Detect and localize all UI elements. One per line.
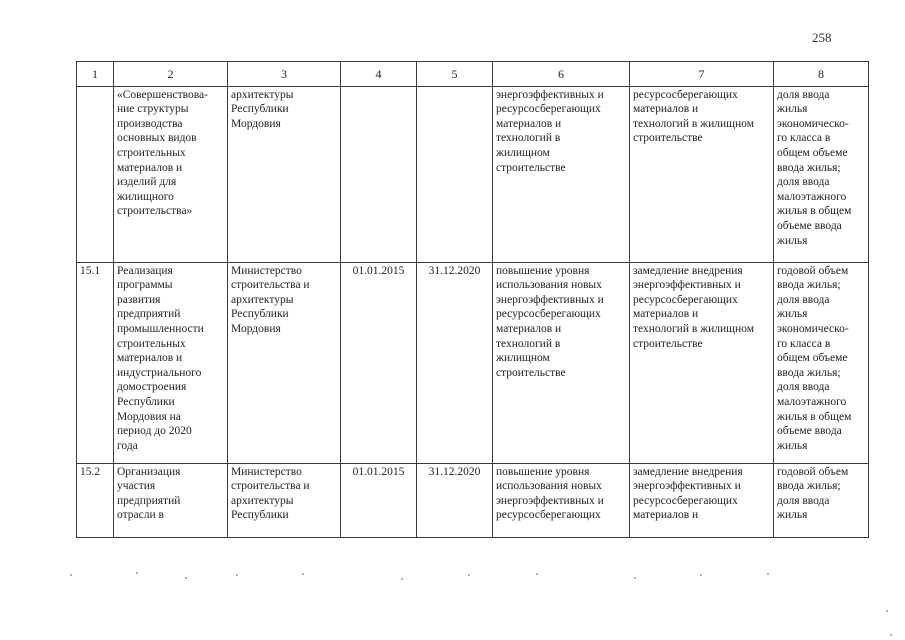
activity-name: Реализация программы развития предприятий промышленности строительных материалов и индустриального домостроения Республики Мордовия на период до 2020 года	[114, 262, 228, 463]
consequence: ресурсосберегающих материалов и технологий в жилищном строительстве	[630, 86, 774, 262]
start-date	[341, 86, 417, 262]
activities-table	[76, 61, 869, 538]
header-col-3: 3	[228, 62, 341, 87]
indicator: годовой объем ввода жилья; доля ввода жилья	[774, 463, 869, 537]
consequence: замедление внедрения энергоэффективных и ресурсосберегающих материалов и	[630, 463, 774, 537]
page-number: 258	[812, 30, 832, 45]
header-col-5: 5	[417, 62, 493, 87]
row-number	[77, 86, 114, 262]
table-row	[77, 262, 869, 463]
header-col-4: 4	[341, 62, 417, 87]
consequence: замедление внедрения энергоэффективных и ресурсосберегающих материалов и технологий в жилищном строительстве	[630, 262, 774, 463]
row-number: 15.2	[77, 463, 114, 537]
executor: архитектуры Республики Мордовия	[228, 86, 341, 262]
expected-result: повышение уровня использования новых энергоэффективных и ресурсосберегающих	[493, 463, 630, 537]
table-row	[77, 463, 869, 537]
row-number: 15.1	[77, 262, 114, 463]
header-col-1: 1	[77, 62, 114, 87]
indicator: доля ввода жилья экономическо- го класса в общем объеме ввода жилья; доля ввода малоэтажного жилья в общем объеме ввода жилья	[774, 86, 869, 262]
indicator: годовой объем ввода жилья; доля ввода жилья экономическо- го класса в общем объеме ввода жилья; доля ввода малоэтажного жилья в общем объеме ввода жилья	[774, 262, 869, 463]
expected-result: энергоэффективных и ресурсосберегающих материалов и технологий в жилищном строительстве	[493, 86, 630, 262]
header-col-6: 6	[493, 62, 630, 87]
header-row	[77, 62, 869, 87]
table-row	[77, 86, 869, 262]
end-date: 31.12.2020	[417, 463, 493, 537]
activity-name: Организация участия предприятий отрасли в	[114, 463, 228, 537]
start-date: 01.01.2015	[341, 262, 417, 463]
end-date: 31.12.2020	[417, 262, 493, 463]
header-col-7: 7	[630, 62, 774, 87]
executor: Министерство строительства и архитектуры Республики	[228, 463, 341, 537]
executor: Министерство строительства и архитектуры Республики Мордовия	[228, 262, 341, 463]
header-col-2: 2	[114, 62, 228, 87]
end-date	[417, 86, 493, 262]
expected-result: повышение уровня использования новых энергоэффективных и ресурсосберегающих материалов и технологий в жилищном строительстве	[493, 262, 630, 463]
start-date: 01.01.2015	[341, 463, 417, 537]
header-col-8: 8	[774, 62, 869, 87]
activity-name: «Совершенствова- ние структуры производства основных видов строительных материалов и изделий для жилищного строительства»	[114, 86, 228, 262]
